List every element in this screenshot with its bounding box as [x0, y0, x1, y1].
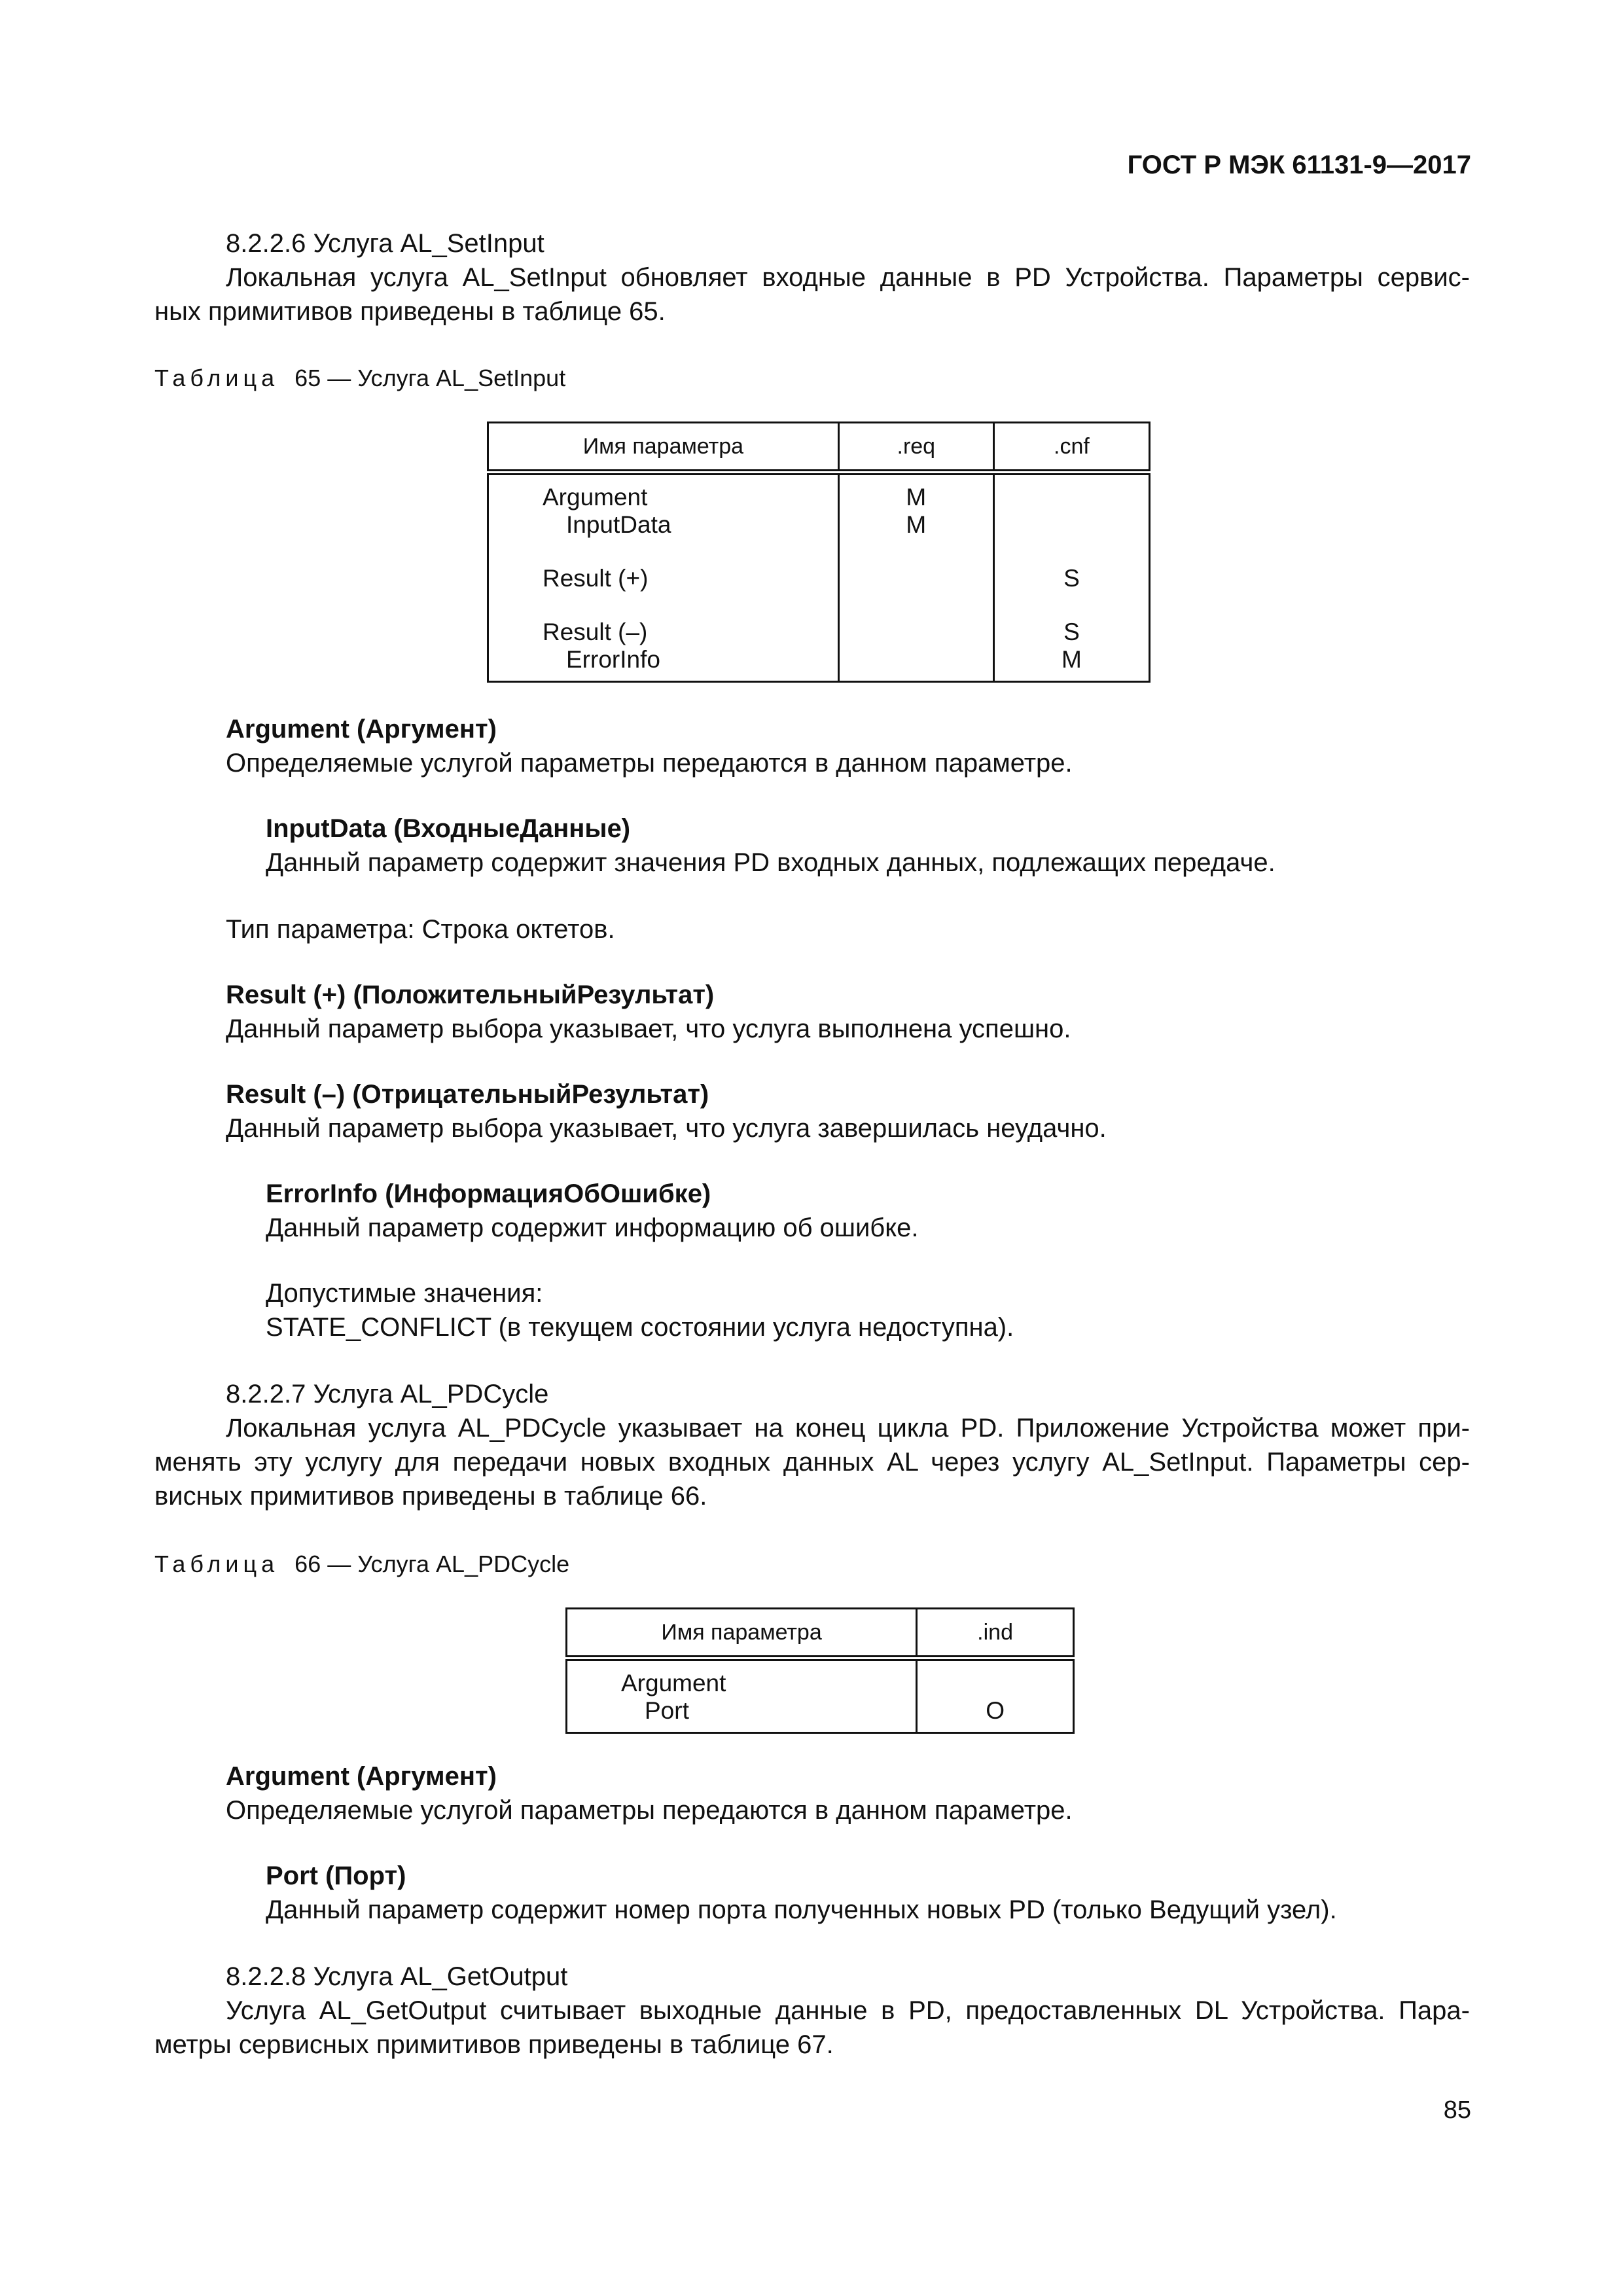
cnf-value: S: [1063, 619, 1080, 645]
param-name-cell: [567, 1659, 917, 1733]
paragraph-line: висных примитивов приведены в таблице 66.: [154, 1482, 707, 1511]
req-cell: [838, 473, 993, 682]
section-heading-8-2-2-6: 8.2.2.6 Услуга AL_SetInput: [226, 229, 544, 258]
param-name: Port: [645, 1697, 689, 1724]
param-title-argument: Argument (Аргумент): [226, 1762, 497, 1791]
paragraph-line: ных примитивов приведены в таблице 65.: [154, 297, 666, 326]
table-caption: [154, 1550, 569, 1579]
standard-header: ГОСТ Р МЭК 61131-9—2017: [1127, 151, 1471, 179]
table-caption-label: Таблица: [154, 365, 279, 391]
cnf-value: S: [1063, 565, 1080, 592]
param-description: Данный параметр содержит значения PD входных данных, подлежащих передаче.: [266, 848, 1275, 877]
table-header-row: [567, 1609, 1074, 1659]
column-header: .ind: [917, 1609, 1074, 1659]
param-name: Result (+): [543, 565, 649, 592]
table-caption-title: 65 — Услуга AL_SetInput: [294, 365, 566, 391]
param-title-argument: Argument (Аргумент): [226, 715, 497, 744]
table-caption-label: Таблица: [154, 1551, 279, 1577]
paragraph-line: менять эту услугу для передачи новых входных данных AL через услугу AL_SetInput. Параметры сер-: [154, 1448, 1470, 1477]
param-name-cell: [488, 473, 839, 682]
param-title-errorinfo: ErrorInfo (ИнформацияОбОшибке): [266, 1179, 711, 1208]
req-value: [840, 564, 993, 592]
param-description: Данный параметр содержит номер порта полученных новых PD (только Ведущий узел).: [266, 1895, 1337, 1924]
ind-cell: [917, 1659, 1074, 1733]
table-body-row: [567, 1659, 1074, 1733]
column-header: .req: [838, 423, 993, 473]
cnf-value: M: [1061, 646, 1082, 673]
param-name: Result (–): [543, 619, 648, 645]
table-66: [565, 1607, 1075, 1734]
req-value: M: [906, 484, 927, 511]
req-value: M: [906, 511, 927, 538]
allowed-values-title: Допустимые значения:: [266, 1279, 543, 1308]
req-value: [840, 618, 993, 645]
param-description: Данный параметр выбора указывает, что услуга завершилась неудачно.: [226, 1114, 1107, 1143]
paragraph-line: Локальная услуга AL_SetInput обновляет входные данные в PD Устройства. Параметры сервис-: [226, 263, 1470, 292]
page-number: 85: [1443, 2096, 1471, 2124]
param-title-result-negative: Result (–) (ОтрицательныйРезультат): [226, 1080, 709, 1109]
cnf-value: [995, 511, 1149, 538]
allowed-value: STATE_CONFLICT (в текущем состоянии услуга недоступна).: [266, 1313, 1014, 1342]
table-65: [487, 422, 1150, 683]
section-heading-8-2-2-7: 8.2.2.7 Услуга AL_PDCycle: [226, 1380, 549, 1408]
table-body-row: [488, 473, 1150, 682]
ind-value: [918, 1669, 1073, 1696]
param-name: Argument: [543, 484, 648, 511]
column-header: .cnf: [993, 423, 1149, 473]
column-header: Имя параметра: [488, 423, 839, 473]
param-title-result-positive: Result (+) (ПоложительныйРезультат): [226, 980, 715, 1009]
req-value: [840, 645, 993, 673]
ind-value: O: [986, 1697, 1005, 1724]
param-description: Определяемые услугой параметры передаются в данном параметре.: [226, 1796, 1073, 1825]
cnf-cell: [993, 473, 1149, 682]
table-header-row: [488, 423, 1150, 473]
param-description: Данный параметр содержит информацию об ошибке.: [266, 1213, 919, 1242]
paragraph-line: метры сервисных примитивов приведены в таблице 67.: [154, 2030, 834, 2059]
param-title-inputdata: InputData (ВходныеДанные): [266, 814, 631, 843]
param-name: Argument: [621, 1670, 726, 1696]
paragraph-line: Локальная услуга AL_PDCycle указывает на конец цикла PD. Приложение Устройства может при-: [226, 1414, 1470, 1443]
param-name: ErrorInfo: [566, 646, 660, 673]
table-caption: [154, 364, 565, 393]
param-name: InputData: [566, 511, 671, 538]
paragraph-line: Услуга AL_GetOutput считывает выходные данные в PD, предоставленных DL Устройства. Пара-: [226, 1996, 1470, 2025]
table-caption-title: 66 — Услуга AL_PDCycle: [294, 1551, 570, 1577]
param-description: Определяемые услугой параметры передаются в данном параметре.: [226, 749, 1073, 778]
section-heading-8-2-2-8: 8.2.2.8 Услуга AL_GetOutput: [226, 1962, 568, 1991]
param-type: Тип параметра: Строка октетов.: [226, 915, 615, 944]
column-header: Имя параметра: [567, 1609, 917, 1659]
param-title-port: Port (Порт): [266, 1861, 406, 1890]
param-description: Данный параметр выбора указывает, что услуга выполнена успешно.: [226, 1014, 1071, 1043]
cnf-value: [995, 483, 1149, 511]
